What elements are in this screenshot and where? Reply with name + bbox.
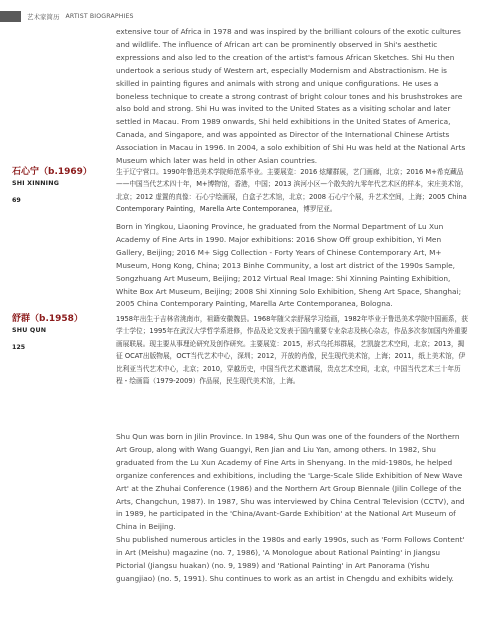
bio-en-shi-xinning <box>116 221 470 311</box>
bio-cn-shu-qun <box>116 313 470 387</box>
artist-name-cn: 石心宁（b.1969） <box>12 167 92 177</box>
artist-page-ref: 69 <box>12 197 21 204</box>
page-header <box>0 10 134 22</box>
artist-name-en: SHI XINNING <box>12 180 60 187</box>
artist-heading-shu-qun <box>12 314 83 351</box>
header-title-cn: 艺术家简历 <box>27 12 60 21</box>
artist-name-cn: 舒群（b.1958） <box>12 314 83 324</box>
artist-page-ref: 125 <box>12 344 26 351</box>
header-color-block <box>0 11 21 22</box>
bio-cn-text: 1958年出生于吉林省洮南市，祖籍安徽魏县。1968年随父亲舒展学习绘画，1982年毕业于鲁迅美术学院中国画系，获学士学位；1995年在武汉大学哲学系进修，作品及论文发表于国内重要专业杂志及核心杂志，作品多次参加国内外重要画展联展。现主要从事理论研究及创作研究。主要展览：2015，形式乌托邦群展，艺凯旋艺术空间，北京；2013，揭征 OCAT出版物展，OCT当代艺术中心，深圳；2012，开放的肖像，民生现代美术馆，上海；2011，纸上美术馆，伊比利亚当代艺术中心，北京；2010，穿越历史，中国当代艺术邀请展，贵点艺术空间，北京，中国当代艺术三十年历程・绘画篇（1979-2009）作品展，民生现代美术馆，上海。 <box>116 315 468 386</box>
intro-text: extensive tour of Africa in 1978 and was inspired by the brilliant colours of the exotic cultures and wildlife. The influence of African art can be prominently observed in Shi's aesthetic expressions and also led to the creation of the artist's famous African Sketches. Shi Hu then undertook a serious study of Western art, especially Modernism and Abstractionism. He is skilled in painting figures and animals with strong and unique configurations. He uses a boneless technique to create a strong contrast of bright colour tones and his brushstrokes are also bold and strong. Shi Hu was invited to the United States as a visiting scholar and later settled in Macau. From 1989 onwards, Shi held exhibitions in the United States of America, Canada, and Singapore, and was appointed as Director of the International Chinese Artists Association in Macau in 1996. In 2004, a solo exhibition of Shi Hu was held at the National Arts Museum which later was held in other Asian countries. <box>116 27 466 166</box>
artist-heading-shi-xinning <box>12 167 92 204</box>
bio-en-text: Born in Yingkou, Liaoning Province, he graduated from the Normal Department of Lu Xun Academy of Fine Arts in 1990. Major exhibitions: 2016 Show Off group exhibition, Yi Men Gallery, Beijing; 2016 M+ Sigg Collection - Forty Years of Chinese Contemporary Art, M+ Museum, Hong Kong, China; 2013 Binhe Community, a lost art district of the 1990s Sample, Songzhuang Art Museum, Beijing; 2012 Virtual Real Image: Shi Xinning Painting Exhibition, White Box Art Museum, Beijing; 2008 Shi Xinning Solo Exhibition, Sheng Art Space, Shanghai; 2005 China Contemporary Painting, Marella Arte Contemporanea, Bologna. <box>116 222 462 309</box>
bio-cn-shi-xinning <box>116 166 470 216</box>
bio-cn-text: 生于辽宁营口。1990年鲁迅美术学院师范系毕业。主要展览：2016 炫耀群展，艺门画廊，北京；2016 M+希克藏品——中国当代艺术四十年，M+博物馆，香港，中国；2013 滨河小区—个散失的九零年代艺术区的样本，宋庄美术馆，北京；2012 虚置的真像：石心宁绘画展，白盒子艺术馆，北京；2008 石心宁个展，升艺术空间，上海；2005 China Contemporary Painting，Marella Arte Contemporanea，博罗尼亚。 <box>116 168 468 214</box>
header-title-en: ARTIST BIOGRAPHIES <box>65 12 134 20</box>
bio-en-text-1: Shu Qun was born in Jilin Province. In 1984, Shu Qun was one of the founders of the Northern Art Group, along with Wang Guangyi, Ren Jian and Liu Yan, among others. In 1982, Shu graduated from the Lu Xun Academy of Fine Arts in Shenyang. In the mid-1980s, he helped organize conferences and exhibitions, including the 'Large-Scale Slide Exhibition of New Wave Art' at the Zhuhai Conference (1986) and the Northern Art Group Biennale (Jilin College of the Arts, Changchun, 1987). In 1987, Shu was interviewed by China Central Television (CCTV), and in 1989, he participated in the 'China/Avant-Garde Exhibition' at the National Art Museum of China in Beijing. <box>116 432 465 532</box>
artist-name-en: SHU QUN <box>12 327 47 334</box>
bio-en-shu-qun <box>116 431 470 586</box>
intro-paragraph <box>116 26 470 168</box>
bio-en-text-2: Shu published numerous articles in the 1980s and early 1990s, such as 'Form Follows Content' in Art (Meishu) magazine (no. 7, 1986), 'A Monologue about Rational Painting' in Jiangsu Pictorial (Jiangsu huakan) (no. 9, 1989) and 'Rational Painting' in Art Panorama (Yishu guangjiao) (no. 5, 1991). Shu continues to work as an artist in Chengdu and exhibits widely. <box>116 535 465 583</box>
